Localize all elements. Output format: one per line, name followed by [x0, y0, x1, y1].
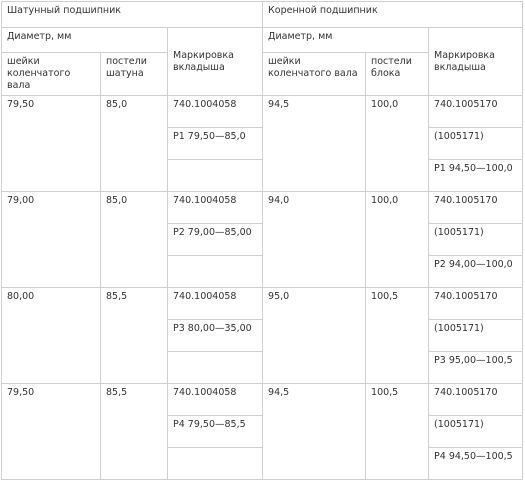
main-journal-cell: 94,5	[263, 96, 366, 192]
table-row	[2, 96, 523, 128]
rod-journal-cell: 80,00	[2, 288, 101, 384]
rod-marking-cell: Р2 79,00—85,00	[168, 224, 263, 256]
main-marking-cell: Р1 94,50—100,0	[429, 160, 523, 192]
rod-marking-cell: 740.1004058	[168, 288, 263, 320]
rod-marking-cell	[168, 352, 263, 384]
rod-journal-cell: 79,50	[2, 96, 101, 192]
table-row	[2, 288, 523, 320]
main-journal-cell: 94,5	[263, 384, 366, 480]
main-marking-cell: 740.1005170	[429, 288, 523, 320]
main-diameter-header: Диаметр, мм	[263, 28, 429, 53]
main-marking-cell: (1005171)	[429, 320, 523, 352]
main-journal-cell: 94,0	[263, 192, 366, 288]
main-marking-cell: (1005171)	[429, 224, 523, 256]
rod-marking-cell	[168, 448, 263, 480]
table-body	[2, 2, 523, 480]
bearing-table	[1, 1, 523, 480]
main-marking-header: Маркировка вкладыша	[429, 28, 523, 96]
rod-marking-cell: 740.1004058	[168, 192, 263, 224]
main-bed-cell: 100,0	[366, 96, 429, 192]
rod-crank-journal-header: шейки коленчатого вала	[2, 53, 101, 96]
rod-bed-cell: 85,0	[101, 192, 168, 288]
main-bed-cell: 100,5	[366, 288, 429, 384]
main-crank-journal-header: шейки коленчатого вала	[263, 53, 366, 96]
section-header-row	[2, 2, 523, 28]
table-row	[2, 192, 523, 224]
rod-marking-cell: 740.1004058	[168, 384, 263, 416]
main-marking-cell: (1005171)	[429, 128, 523, 160]
rod-marking-cell	[168, 160, 263, 192]
rod-marking-cell: Р4 79,50—85,5	[168, 416, 263, 448]
main-marking-cell: Р4 94,50—100,5	[429, 448, 523, 480]
main-bearing-header: Коренной подшипник	[263, 2, 523, 28]
table-row	[2, 384, 523, 416]
rod-journal-cell: 79,00	[2, 192, 101, 288]
diameter-header-row	[2, 28, 523, 53]
rod-marking-cell: Р3 80,00—35,00	[168, 320, 263, 352]
main-marking-cell: 740.1005170	[429, 192, 523, 224]
main-bed-cell: 100,5	[366, 384, 429, 480]
main-bed-cell: 100,0	[366, 192, 429, 288]
rod-bed-cell: 85,5	[101, 384, 168, 480]
main-bed-header: постели блока	[366, 53, 429, 96]
main-marking-cell: Р3 95,00—100,5	[429, 352, 523, 384]
rod-bed-cell: 85,0	[101, 96, 168, 192]
rod-diameter-header: Диаметр, мм	[2, 28, 168, 53]
rod-marking-cell: Р1 79,50—85,0	[168, 128, 263, 160]
rod-journal-cell: 79,50	[2, 384, 101, 480]
rod-bed-header: постели шатуна	[101, 53, 168, 96]
rod-marking-header: Маркировка вкладыша	[168, 28, 263, 96]
rod-bearing-header: Шатунный подшипник	[2, 2, 263, 28]
rod-bed-cell: 85,5	[101, 288, 168, 384]
main-marking-cell: (1005171)	[429, 416, 523, 448]
main-marking-cell: Р2 94,00—100,0	[429, 256, 523, 288]
main-marking-cell: 740.1005170	[429, 384, 523, 416]
main-marking-cell: 740.1005170	[429, 96, 523, 128]
rod-marking-cell	[168, 256, 263, 288]
rod-marking-cell: 740.1004058	[168, 96, 263, 128]
main-journal-cell: 95,0	[263, 288, 366, 384]
